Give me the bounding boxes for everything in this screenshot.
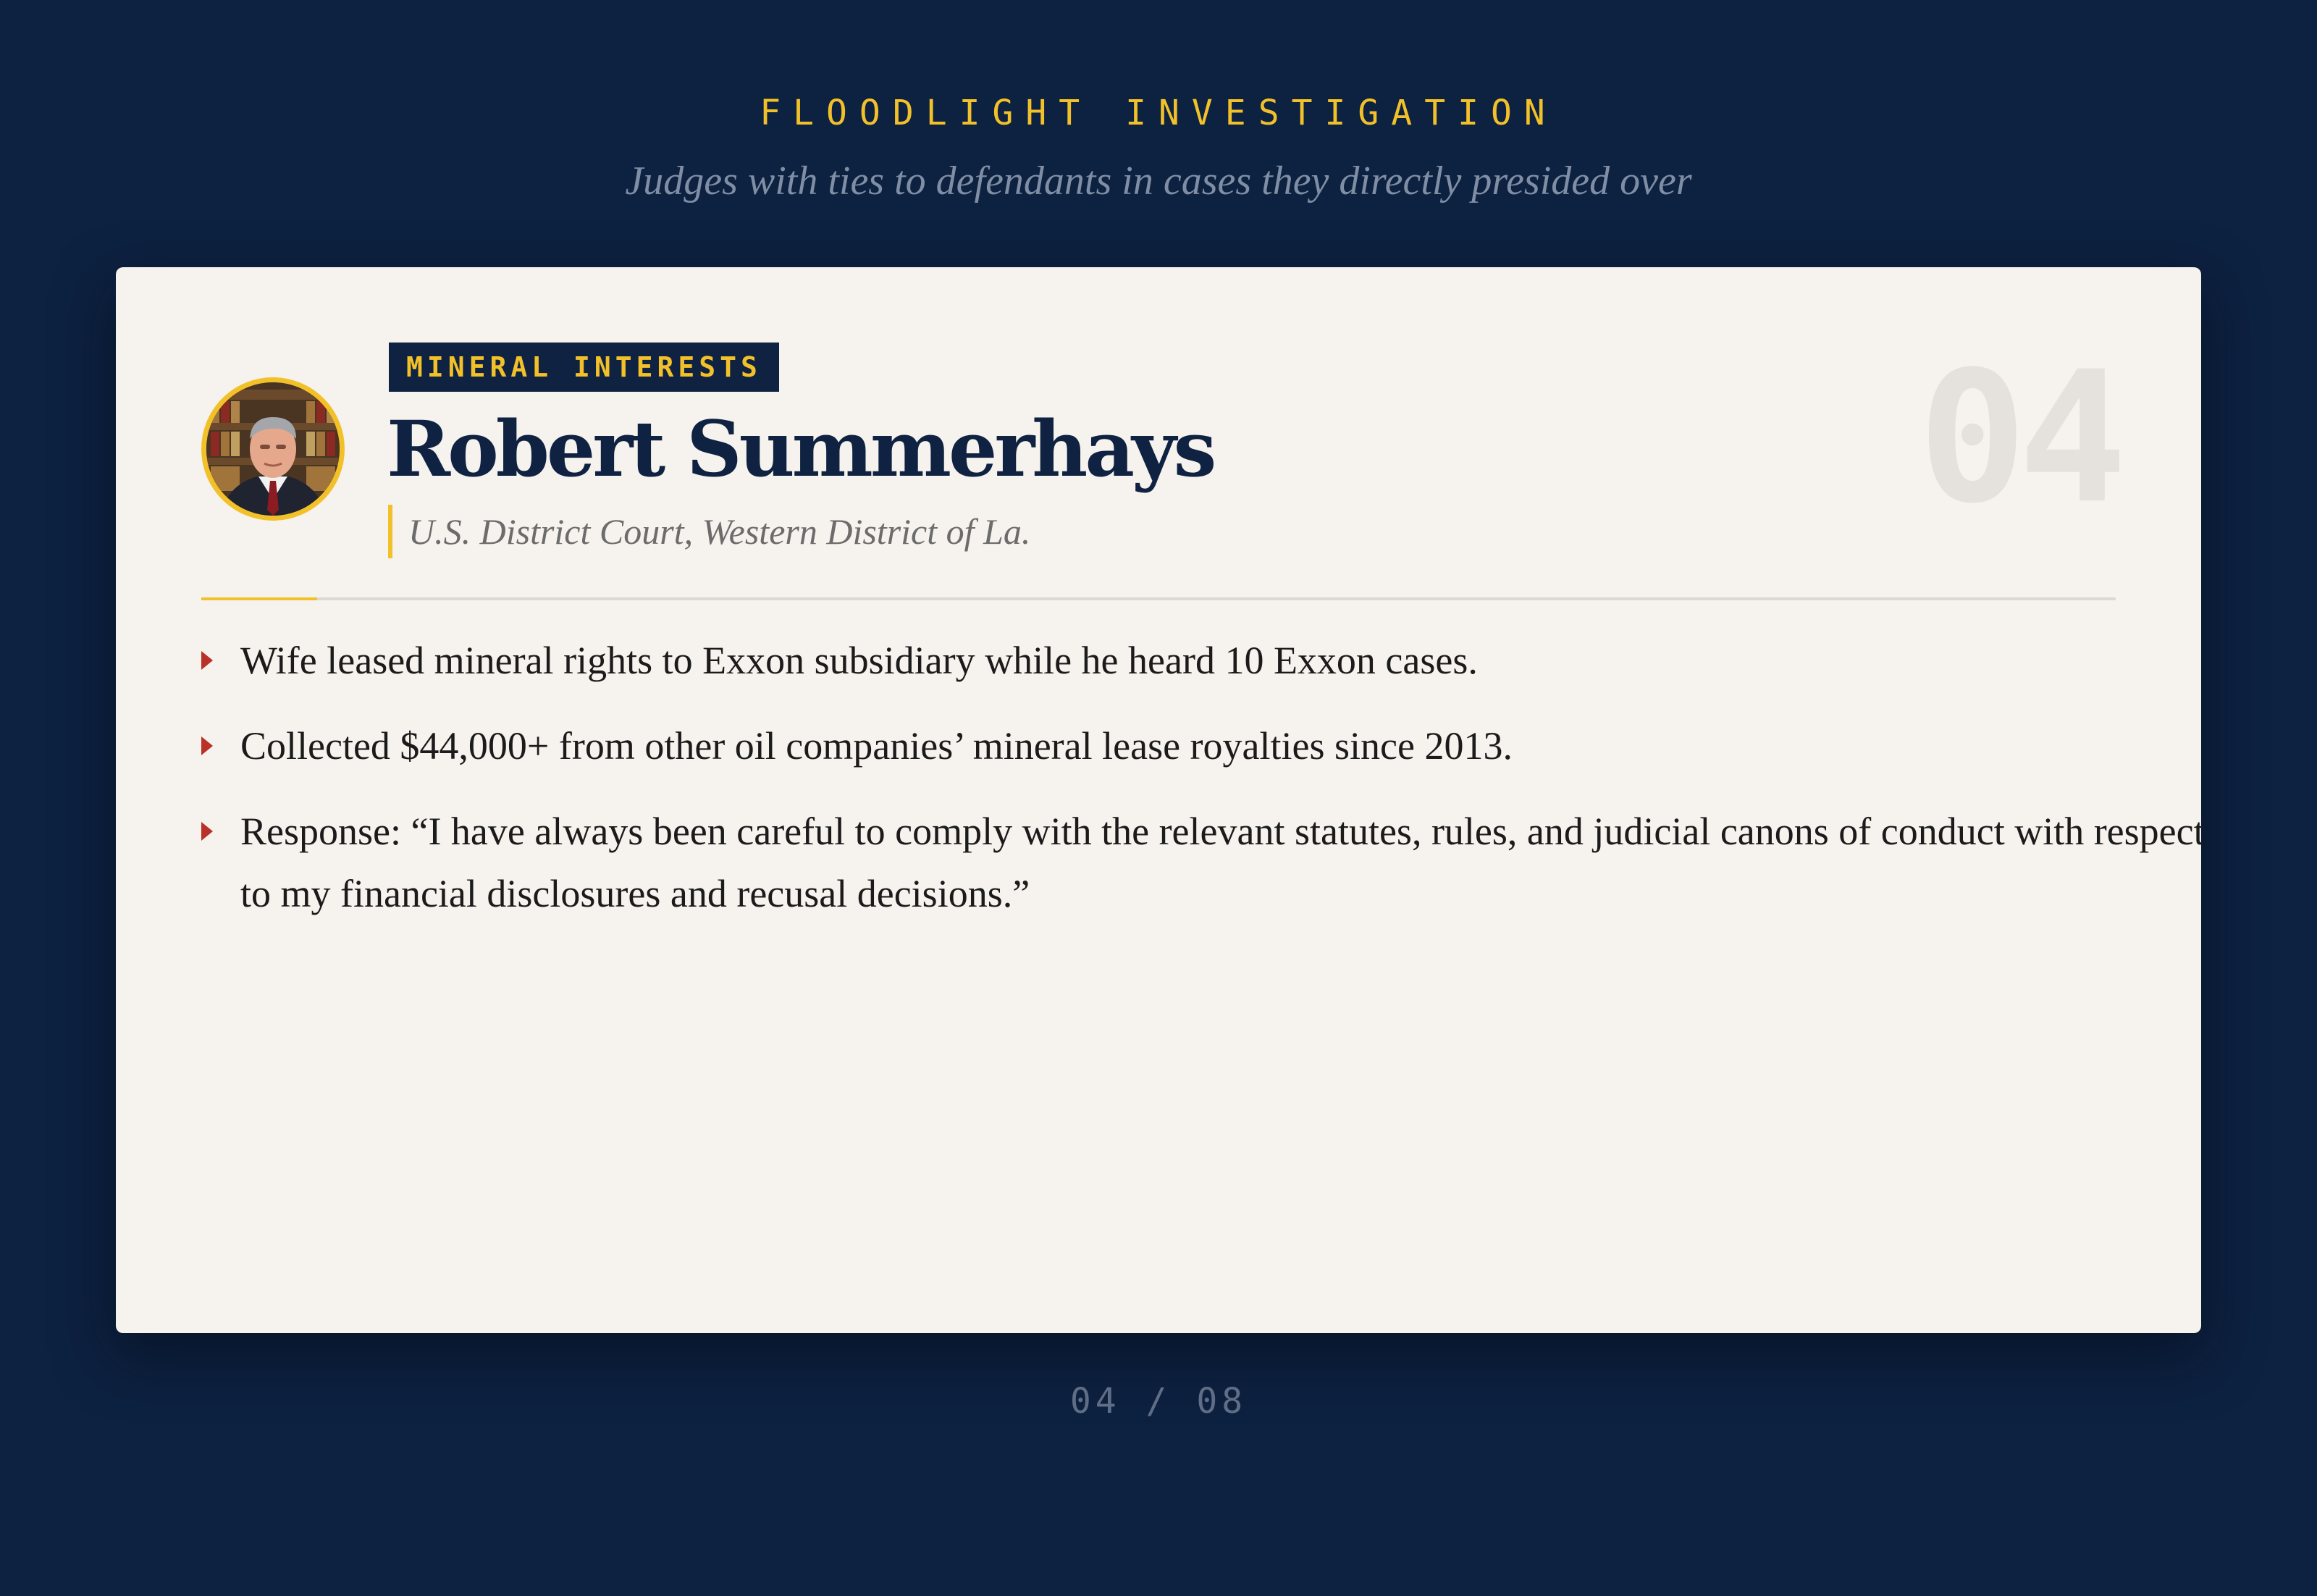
court-name: U.S. District Court, Western District of La.	[388, 505, 1030, 558]
list-item	[201, 715, 2214, 777]
kicker: FLOODLIGHT INVESTIGATION	[760, 93, 1557, 133]
triangle-bullet-icon	[201, 822, 213, 841]
fact-text: Collected $44,000+ from other oil companies’ mineral lease royalties since 2013.	[240, 724, 1513, 768]
subtitle: Judges with ties to defendants in cases they directly presided over	[625, 159, 1692, 203]
divider	[201, 597, 2116, 600]
fact-list	[201, 629, 2214, 948]
list-item	[201, 800, 2214, 925]
fact-text: Wife leased mineral rights to Exxon subsidiary while he heard 10 Exxon cases.	[240, 639, 1478, 682]
judge-card	[116, 267, 2205, 1333]
triangle-bullet-icon	[201, 651, 213, 670]
fact-text: Response: “I have always been careful to comply with the relevant statutes, rules, and judicial canons of conduct with respect to my financial disclosures and recusal decisions.”	[240, 810, 2205, 915]
card-number: 04	[1917, 332, 2119, 543]
page-indicator: 04 / 08	[1069, 1381, 1248, 1421]
divider-accent	[201, 597, 317, 600]
category-tag: MINERAL INTERESTS	[389, 343, 779, 392]
list-item	[201, 629, 2214, 692]
judge-name: Robert Summerhays	[387, 403, 1214, 494]
triangle-bullet-icon	[201, 736, 213, 755]
avatar	[201, 377, 345, 521]
